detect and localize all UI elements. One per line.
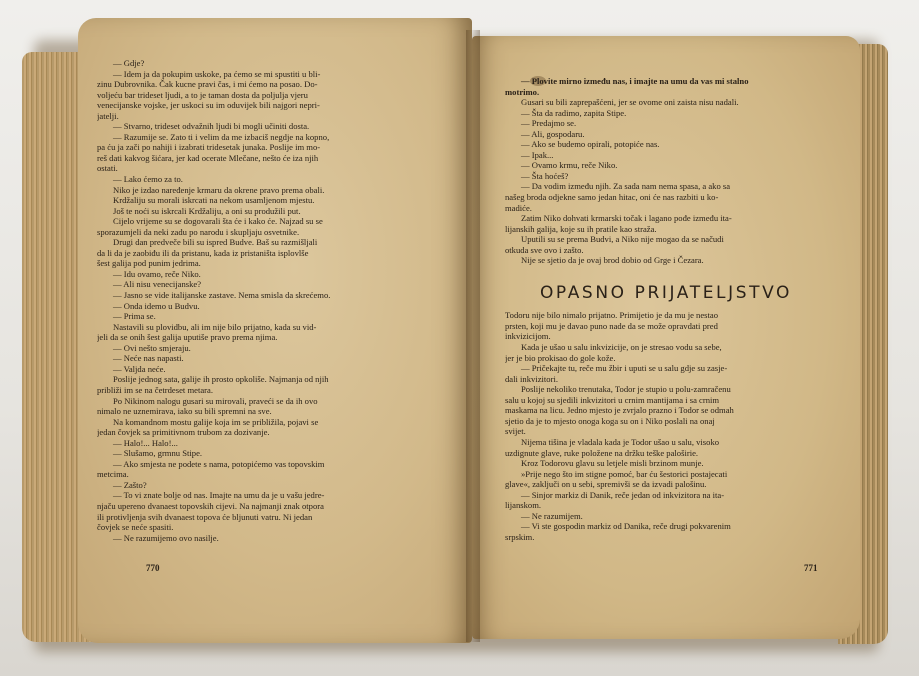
text-line: — Ovi nešto smjeraju. bbox=[113, 342, 191, 353]
text-line: motrimo. bbox=[505, 86, 540, 97]
text-line: madiće. bbox=[505, 202, 532, 213]
text-line: — Idu ovamo, reče Niko. bbox=[113, 268, 201, 279]
text-line: njaču upereno dvanaest topovskih cijevi. Na najmanji znak otpora bbox=[97, 500, 324, 511]
text-line: reš dati kakvog šićara, jer kad ocerate Mlečane, nešto će iza njih bbox=[97, 152, 319, 163]
text-line: salu u kojoj su sjedili inkvizitori u crnim mantijama i sa crnim bbox=[505, 394, 720, 405]
text-line: Uputili su se prema Budvi, a Niko nije mogao da se načudi bbox=[521, 234, 724, 245]
text-line: — Stvarno, trideset odvažnih ljudi bi mogli učiniti dosta. bbox=[113, 121, 310, 132]
text-line: sporazumjeli da neki zadu po narodu i skupljaju osvetnike. bbox=[97, 226, 300, 237]
text-line: venecijanske vojske, jer uskoci su im oduvijek bili najgori nepri- bbox=[97, 100, 320, 111]
text-line: — Ne razumijemo ovo nasilje. bbox=[113, 532, 219, 543]
text-line: Poslije nekoliko trenutaka, Todor je stupio u polu-zamračenu bbox=[521, 384, 731, 395]
text-line: — Da vodim između njih. Za sada nam nema spasa, a ako sa bbox=[521, 181, 731, 192]
right-page-text bbox=[505, 76, 827, 542]
text-line: sjetio da je to mjesto onoga koga su on i Niko poslali na onaj bbox=[505, 415, 715, 426]
text-line: — Halo!... Halo!... bbox=[113, 437, 178, 448]
text-line: — Onda idemo u Budvu. bbox=[113, 300, 200, 311]
text-line: približi im se na četrdeset metara. bbox=[97, 384, 213, 395]
text-line: — Gdje? bbox=[113, 58, 145, 68]
text-line: voljeću bar trideset ljudi, a to je taman dosta da poljulja vjeru bbox=[97, 89, 308, 100]
text-line: — Vi ste gospodin markiz od Danika, reče drugi pokvarenim bbox=[521, 521, 731, 532]
text-line: Drugi dan predveče bili su ispred Budve. Baš su razmišljali bbox=[113, 237, 318, 248]
text-line: zinu Dubrovnika. Čak kucne pravi čas, i mi ćemo na posao. Do- bbox=[97, 79, 318, 90]
text-line: — Ali, gospodaru. bbox=[521, 128, 585, 139]
text-line: jedan čovjek sa primitivnom trubom za dozivanje. bbox=[97, 427, 270, 438]
text-line: — Ako se budemo opirali, potopiće nas. bbox=[521, 139, 660, 150]
text-line: — Lako ćemo za to. bbox=[113, 174, 183, 185]
text-line: Niko je izdao naređenje krmaru da okrene pravo prema obali. bbox=[113, 184, 325, 195]
text-line: dali inkvizitori. bbox=[505, 373, 558, 384]
left-page-text bbox=[97, 58, 449, 543]
text-line: Kroz Todorovu glavu su letjele misli brzinom munje. bbox=[521, 458, 704, 469]
text-line: — Predajmo se. bbox=[521, 118, 577, 129]
text-line: — Zašto? bbox=[113, 479, 147, 490]
text-line: Krdžaliju su morali iskrcati na nekom usamljenom mjestu. bbox=[113, 195, 315, 206]
text-line: jer je bio prokisao do gole kože. bbox=[505, 352, 616, 363]
text-line: ostati. bbox=[97, 163, 118, 174]
text-line: — Ali nisu venecijanske? bbox=[113, 279, 202, 290]
text-line: lijanskom. bbox=[505, 500, 542, 511]
chapter-title: OPASNO PRIJATELJSTVO bbox=[539, 282, 793, 303]
left-page-number: 770 bbox=[146, 563, 160, 573]
text-line: glave«, zaključi on u sebi, spremivši se da izvadi palošinu. bbox=[505, 479, 707, 490]
text-line: — Šta da radimo, zapita Stipe. bbox=[521, 107, 627, 118]
right-page-top-text bbox=[505, 76, 827, 266]
text-line: čovjek se neće spasiti. bbox=[97, 522, 174, 533]
text-line: »Prije nego što im stigne pomoć, bar ću šestorici postajecati bbox=[521, 468, 728, 479]
text-line: Nijema tišina je vladala kada je Todor ušao u salu, visoko bbox=[521, 436, 720, 447]
text-line: srpskim. bbox=[505, 531, 535, 542]
text-line: pa ću ja zači po nahiji i izabrati tridesetak junaka. Poslije im mo- bbox=[97, 142, 321, 153]
text-line: — Plovite mirno između nas, i imajte na umu da vas mi stalno bbox=[521, 76, 749, 86]
text-line: — Slušamo, grmnu Stipe. bbox=[113, 448, 203, 459]
text-line: ili protivljenja svih dvanaest topova će bljunuti vatru. Ni jedan bbox=[97, 511, 313, 522]
text-line: našeg broda odjekne samo jedan hitac, oni će nas razbiti u ko- bbox=[505, 192, 719, 203]
text-line: da li da je zaobiđu ili da pristanu, kada iz pristaništa isplovlše bbox=[97, 247, 309, 258]
text-line: otkuda sve ovo i zašto. bbox=[505, 244, 584, 255]
text-line: Nije se sjetio da je ovaj brod dobio od Grge i Čezara. bbox=[521, 255, 704, 266]
text-line: — Razumije se. Zato ti i velim da me izbaciš negdje na kopno, bbox=[113, 131, 330, 142]
text-line: — Jasno se vide italijanske zastave. Nema smisla da skrećemo. bbox=[113, 290, 331, 301]
text-line: — Sinjor markiz di Danik, reče jedan od inkvizitora na ita- bbox=[521, 489, 725, 500]
text-line: Još te noći su iskrcali Krdžaliju, a oni su produžili put. bbox=[113, 205, 301, 216]
text-line: maskama na licu. Jedno mjesto je zvrjalo prazno i Todor se odmah bbox=[505, 405, 734, 416]
text-line: — Ipak... bbox=[521, 149, 554, 160]
text-line: Na komandnom mostu galije koja im se približila, pojavi se bbox=[113, 416, 319, 427]
right-page-body-text bbox=[505, 310, 827, 542]
book-gutter bbox=[466, 30, 480, 642]
text-line: prsten, koji mu je davao puno nade da se može opravdati pred bbox=[505, 320, 718, 331]
text-line: uzdignute glave, ruke položene na držku teške paloširie. bbox=[505, 447, 699, 458]
text-line: — Pričekajte tu, reče mu žbir i uputi se u salu gdje su zasje- bbox=[521, 363, 728, 374]
text-line: Todoru nije bilo nimalo prijatno. Primijetio je da mu je nestao bbox=[505, 310, 719, 321]
text-line: jatelji. bbox=[97, 110, 119, 121]
text-line: — Prima se. bbox=[113, 311, 156, 322]
text-line: svijet. bbox=[505, 426, 526, 437]
text-line: — To vi znate bolje od nas. Imajte na umu da je u vašu jedre- bbox=[113, 490, 325, 501]
text-line: nimalo ne uznemirava, iako su bili spremni na sve. bbox=[97, 406, 272, 417]
text-line: — Ovamo krmu, reče Niko. bbox=[521, 160, 618, 171]
right-page-number: 771 bbox=[804, 563, 818, 573]
text-line: — Valjda neće. bbox=[113, 363, 166, 374]
text-line: Po Nikinom nalogu gusari su mirovali, praveći se da ih ovo bbox=[113, 395, 318, 406]
text-line: Gusari su bili zaprepašćeni, jer se ovome oni zaista nisu nadali. bbox=[521, 97, 739, 108]
text-line: — Neće nas napasti. bbox=[113, 353, 184, 364]
text-line: — Šta hoćeš? bbox=[521, 170, 569, 181]
text-line: — Ne razumijem. bbox=[521, 510, 583, 521]
text-line: — Idem ja da pokupim uskoke, pa ćemo se mi spustiti u bli- bbox=[113, 68, 321, 79]
text-line: Zatim Niko dohvati krmarski točak i lagano pođe između ita- bbox=[521, 213, 732, 224]
text-line: metcima. bbox=[97, 469, 129, 480]
text-line: jeli da se onih šest galija uputiše pravo prema njima. bbox=[97, 332, 278, 343]
text-line: šest galija pod punim jedrima. bbox=[97, 258, 201, 269]
text-line: Poslije jednog sata, galije ih prosto opkoliše. Najmanja od njih bbox=[113, 374, 329, 385]
text-line: — Ako smjesta ne podete s nama, potopićemo vas topovskim bbox=[113, 458, 325, 469]
text-line: Cijelo vrijeme su se dogovarali šta će i kako će. Najzad su se bbox=[113, 216, 323, 227]
text-line: Nastavili su plovidbu, ali im nije bilo prijatno, kada su vid- bbox=[113, 321, 317, 332]
text-line: lijanskih galija, koje su ih pratile kao straža. bbox=[505, 223, 657, 234]
text-line: inkvizicijom. bbox=[505, 331, 551, 342]
text-line: Kada je ušao u salu inkvizicije, on je stresao vodu sa sebe, bbox=[521, 342, 722, 353]
